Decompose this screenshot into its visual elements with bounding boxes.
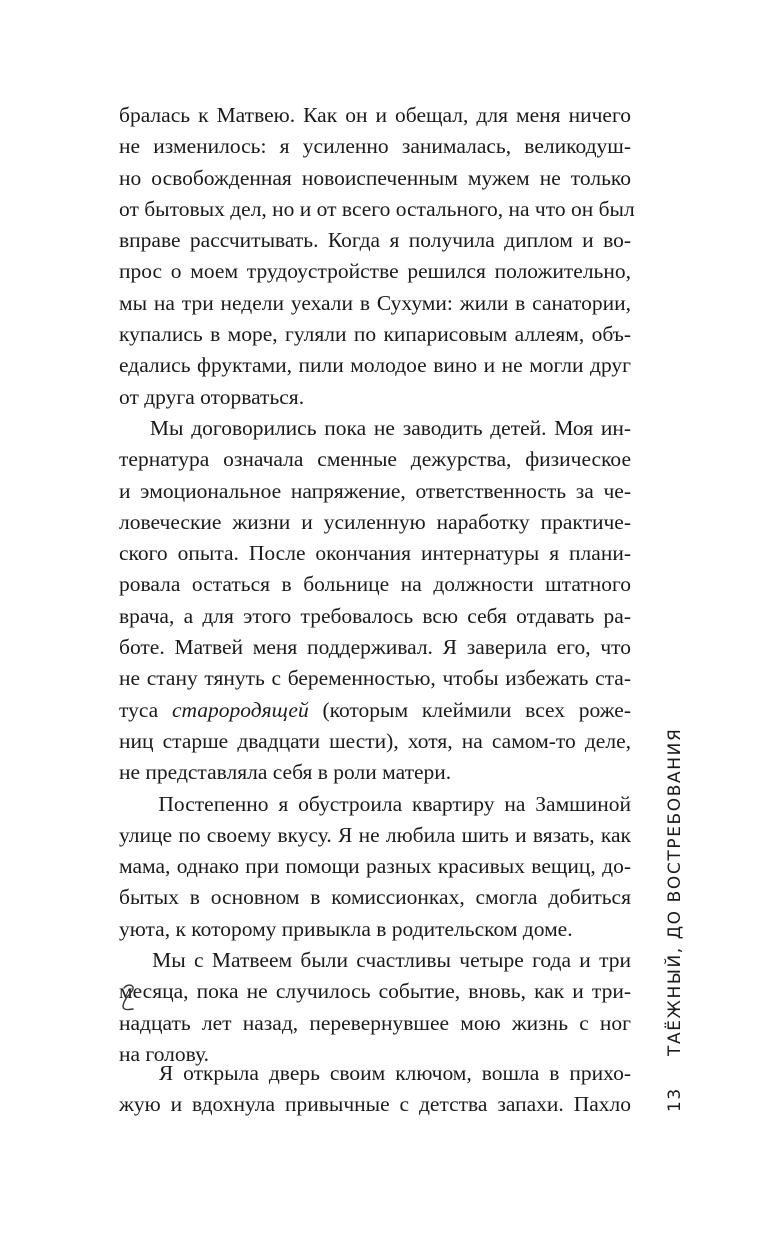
paragraph-3 bbox=[119, 789, 631, 945]
text-line: ровала остаться в больнице на должности штатного bbox=[119, 572, 631, 597]
text-line: и эмоциональное напряжение, ответственность за че- bbox=[119, 478, 631, 503]
text-line: боте. Матвей меня поддерживал. Я заверила его, что bbox=[119, 635, 631, 660]
text-run: (которым клеймили всех роже- bbox=[308, 697, 631, 722]
text-line: уюта, к которому привыкла в родительском доме. bbox=[119, 916, 573, 941]
text-line: от бытовых дел, но и от всего остального, на что он был bbox=[119, 196, 635, 221]
text-line: ловеческие жизни и усиленную наработку практиче- bbox=[119, 509, 631, 534]
running-head bbox=[658, 727, 688, 1056]
text-run: туса bbox=[119, 697, 172, 722]
paragraph-1 bbox=[119, 100, 635, 413]
body-text bbox=[119, 100, 635, 1070]
text-line: бытых в основном в комиссионках, смогла добиться bbox=[119, 885, 631, 910]
text-line: месяца, пока не случилось событие, вновь, как и три- bbox=[119, 979, 631, 1004]
text-line: Мы договорились пока не заводить детей. Моя ин- bbox=[119, 415, 631, 440]
text-line: не представляла себя в роли матери. bbox=[119, 760, 452, 785]
text-line: прос о моем трудоустройстве решился положительно, bbox=[119, 259, 631, 284]
text-line: жую и вдохнула привычные с детства запахи. Пахло bbox=[119, 1092, 631, 1117]
text-line: тернатура означала сменные дежурства, физическое bbox=[119, 447, 631, 472]
chapter-number bbox=[119, 982, 139, 1014]
text-line: ского опыта. После окончания интернатуры я плани- bbox=[119, 541, 631, 566]
text-line: Я открыла дверь своим ключом, вошла в прихо- bbox=[119, 1061, 631, 1085]
italic-term: старородящей bbox=[171, 697, 309, 722]
text-line: врача, а для этого требовалось всю себя отдавать ра- bbox=[119, 603, 631, 628]
text-line: купались в море, гуляли по кипарисовым аллеям, объ- bbox=[119, 322, 631, 347]
paragraph-4 bbox=[119, 945, 631, 1070]
chapter-number-glyph bbox=[119, 982, 139, 1014]
text-line: вправе рассчитывать. Когда я получила диплом и во- bbox=[119, 228, 631, 253]
text-line: надцать лет назад, перевернувшее мою жизнь с ног bbox=[119, 1010, 631, 1035]
running-head-title: ТАЁЖНЫЙ, ДО ВОСТРЕБОВАНИЯ bbox=[665, 727, 685, 1056]
text-line: Мы с Матвеем были счастливы четыре года и три bbox=[119, 948, 631, 973]
page-number-text: 13 bbox=[665, 1087, 685, 1112]
text-line: но освобожденная новоиспеченным мужем не только bbox=[119, 165, 631, 190]
text-line: от друга оторваться. bbox=[119, 384, 305, 409]
text-line: Постепенно я обустроила квартиру на Замшиной bbox=[119, 791, 631, 816]
text-line: на голову. bbox=[119, 1041, 210, 1066]
text-line: мама, однако при помощи разных красивых вещиц, до- bbox=[119, 854, 631, 879]
text-line: улице по своему вкусу. Я не любила шить и вязать, как bbox=[119, 822, 631, 847]
text-line: не стану тянуть с беременностью, чтобы избежать ста- bbox=[119, 666, 631, 691]
page-number bbox=[658, 1082, 688, 1112]
paragraph-2 bbox=[119, 413, 631, 789]
text-line: едались фруктами, пили молодое вино и не могли друг bbox=[119, 353, 631, 378]
text-line: бралась к Матвею. Как он и обещал, для меня ничего bbox=[119, 103, 631, 127]
text-line: ниц старше двадцати шести), хотя, на самом-то деле, bbox=[119, 728, 631, 753]
body-text-continued bbox=[119, 1058, 631, 1121]
text-line: мы на три недели уехали в Сухуми: жили в санатории, bbox=[119, 290, 631, 315]
text-line: не изменилось: я усиленно занималась, великодуш- bbox=[119, 134, 631, 159]
text-line-italic bbox=[119, 695, 631, 726]
